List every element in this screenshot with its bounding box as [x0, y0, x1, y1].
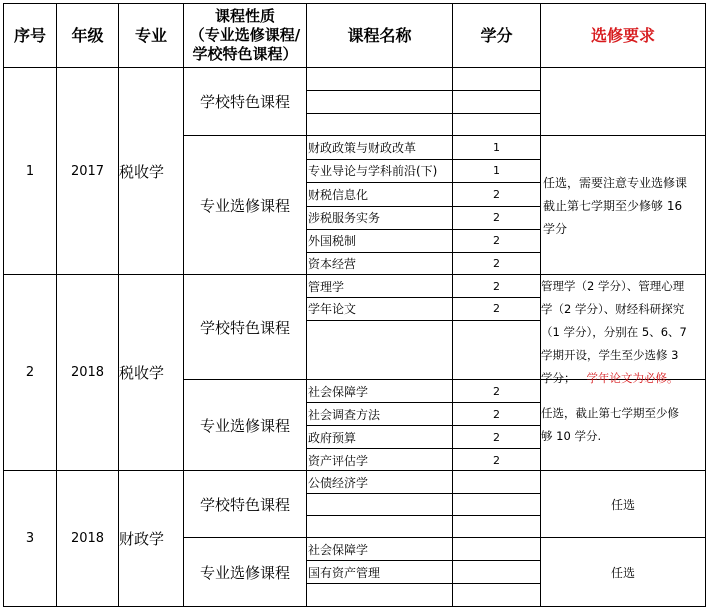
requirement-note: [543, 172, 703, 241]
major-cell: 税收学: [119, 162, 165, 181]
course-credit: 2: [493, 408, 500, 421]
requirement-emphasis: 学年论文为必修。: [586, 371, 679, 385]
course-credit: 2: [493, 280, 500, 293]
seq-cell: 1: [25, 163, 35, 179]
course-name: 财税信息化: [308, 188, 369, 202]
course-credit: 2: [493, 188, 500, 201]
requirement-note: [541, 275, 705, 390]
course-name: 资本经营: [308, 257, 357, 271]
course-name: 社会调查方法: [308, 408, 381, 422]
header-major: 专业: [134, 25, 167, 45]
header-credit: 学分: [480, 25, 513, 45]
requirement-line-last: [541, 367, 705, 390]
type-school-cell: 学校特色课程: [199, 93, 290, 111]
requirement-text: 学分；: [541, 371, 576, 385]
header-course-nature: [184, 4, 306, 67]
requirement-cell: 任选: [610, 565, 635, 580]
course-credit: 2: [493, 211, 500, 224]
grade-cell: 2017: [70, 163, 105, 179]
grade-cell: 2018: [70, 365, 105, 380]
seq-cell: 3: [25, 531, 35, 546]
course-name: 管理学: [308, 280, 345, 294]
major-cell: 财政学: [119, 530, 165, 548]
course-name: 资产评估学: [308, 454, 369, 468]
course-credit: 2: [493, 454, 500, 467]
course-name: 国有资产管理: [308, 566, 381, 580]
requirement-line: 截止第七学期至少修够 16: [543, 199, 683, 213]
header-nature-line3: 学校特色课程）: [192, 45, 298, 63]
header-grade: 年级: [71, 25, 104, 45]
type-elective-cell: 专业选修课程: [199, 196, 290, 215]
requirement-line: 学期开设，学生至少选修 3: [541, 348, 679, 362]
seq-cell: 2: [25, 365, 35, 380]
type-school-cell: 学校特色课程: [199, 495, 290, 514]
course-name: 政府预算: [308, 431, 357, 445]
header-nature-line1: 课程性质: [214, 7, 275, 25]
requirement-line: 任选，截止第七学期至少修: [541, 406, 679, 420]
requirement-line: 学（2 学分）、财经科研探究: [541, 302, 685, 316]
course-name: 外国税制: [308, 234, 357, 248]
grade-cell: 2018: [70, 531, 105, 546]
requirement-line: （1 学分），分别在 5、6、7: [541, 325, 687, 339]
course-credit: 1: [493, 141, 500, 154]
course-name: 专业导论与学科前沿(下): [308, 164, 438, 178]
course-name: 社会保障学: [308, 385, 369, 399]
type-school-cell: 学校特色课程: [199, 318, 290, 337]
course-credit: 2: [493, 385, 500, 398]
course-name: 涉税服务实务: [308, 211, 381, 225]
course-name: 公债经济学: [308, 476, 369, 490]
type-elective-cell: 专业选修课程: [199, 416, 290, 435]
requirement-cell: 任选: [610, 497, 635, 512]
course-credit: 2: [493, 257, 500, 270]
header-course-name: 课程名称: [347, 25, 412, 45]
course-name: 学年论文: [308, 302, 357, 316]
course-credit: 2: [493, 234, 500, 247]
requirement-line: 管理学（2 学分）、管理心理: [541, 279, 685, 293]
major-cell: 税收学: [119, 364, 165, 382]
requirement-line: 任选，需要注意专业选修课: [543, 176, 688, 190]
requirement-line: 学分: [543, 222, 568, 236]
requirement-note: [541, 402, 705, 448]
header-nature-line2: （专业选修课程/: [189, 26, 301, 44]
requirement-line: 够 10 学分.: [541, 429, 602, 443]
type-elective-cell: 专业选修课程: [199, 563, 290, 582]
header-requirement: 选修要求: [590, 25, 655, 45]
header-seq: 序号: [13, 25, 46, 45]
course-name: 财政政策与财政改革: [308, 141, 417, 155]
course-credit: 1: [493, 164, 500, 177]
course-credit: 2: [493, 302, 500, 315]
course-name: 社会保障学: [308, 543, 369, 557]
course-credit: 2: [493, 431, 500, 444]
